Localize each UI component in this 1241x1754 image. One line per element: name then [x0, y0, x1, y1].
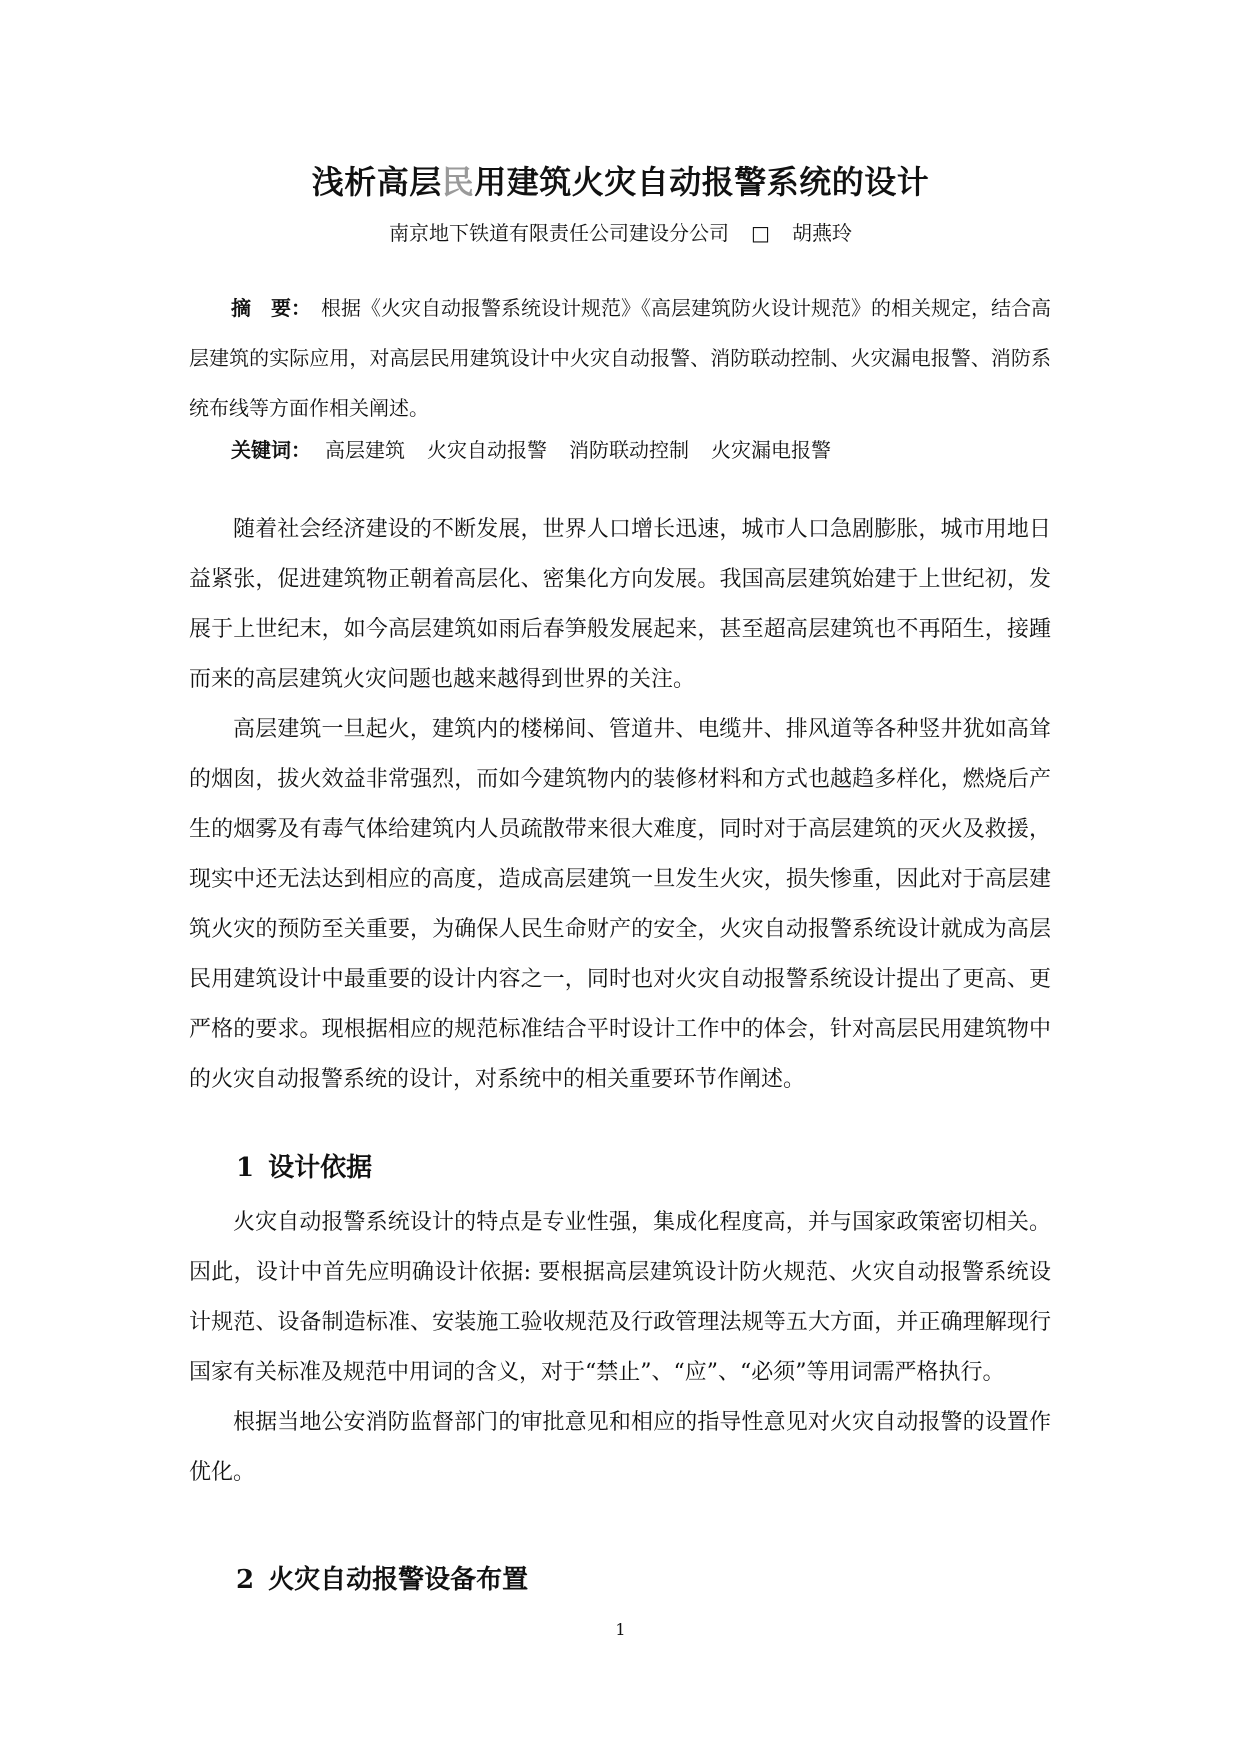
body-paragraph: 高层建筑一旦起火，建筑内的楼梯间、管道井、电缆井、排风道等各种竖井犹如高耸的烟囱，拔火效益非常强烈，而如今建筑物内的装修材料和方式也越趋多样化，燃烧后产生的烟雾及有毒气体给建筑内人员疏散带来很大难度，同时对于高层建筑的灭火及救援，现实中还无法达到相应的高度，造成高层建筑一旦发生火灾，损失惨重，因此对于高层建筑火灾的预防至关重要，为确保人民生命财产的安全，火灾自动报警系统设计就成为高层民用建筑设计中最重要的设计内容之一，同时也对火灾自动报警系统设计提出了更高、更严格的要求。现根据相应的规范标准结合平时设计工作中的体会，针对高层民用建筑物中的火灾自动报警系统的设计，对系统中的相关重要环节作阐述。	[189, 717, 1051, 1092]
author-name: 胡燕玲	[791, 221, 852, 245]
section-heading-1	[236, 1148, 372, 1188]
body-paragraph: 根据当地公安消防监督部门的审批意见和相应的指导性意见对火灾自动报警的设置作优化。	[189, 1410, 1051, 1485]
section-1-body	[189, 1198, 1051, 1498]
title-part-2: 用建筑火灾自动报警系统的设计	[474, 163, 930, 201]
keywords-label: 关键词：	[231, 438, 311, 462]
title-highlight-char: 民	[441, 163, 475, 201]
keyword-item: 消防联动控制	[569, 438, 689, 462]
page-number: 1	[615, 1620, 626, 1639]
abstract-text: 根据《火灾自动报警系统设计规范》《高层建筑防火设计规范》的相关规定，结合高层建筑的实际应用，对高层民用建筑设计中火灾自动报警、消防联动控制、火灾漏电报警、消防系统布线等方面作相关阐述。	[189, 296, 1051, 420]
author-organization: 南京地下铁道有限责任公司建设分公司	[389, 221, 730, 245]
body-paragraph: 火灾自动报警系统设计的特点是专业性强，集成化程度高，并与国家政策密切相关。因此，设计中首先应明确设计依据: 要根据高层建筑设计防火规范、火灾自动报警系统设计规范、设备制造标准、安装施工验收规范及行政管理法规等五大方面，并正确理解现行国家有关标准及规范中用词的含义，对于“禁止”、“应”、“必须”等用词需严格执行。	[189, 1210, 1051, 1385]
author-line	[0, 218, 1241, 248]
keyword-item: 火灾漏电报警	[711, 438, 831, 462]
abstract-label: 摘 要：	[231, 296, 311, 320]
keywords	[189, 432, 1051, 468]
keyword-item: 高层建筑	[325, 438, 405, 462]
body-paragraph: 随着社会经济建设的不断发展，世界人口增长迅速，城市人口急剧膨胀，城市用地日益紧张，促进建筑物正朝着高层化、密集化方向发展。我国高层建筑始建于上世纪初，发展于上世纪末，如今高层建筑如雨后春笋般发展起来，甚至超高层建筑也不再陌生，接踵而来的高层建筑火灾问题也越来越得到世界的关注。	[189, 517, 1051, 692]
author-separator: □	[751, 221, 770, 245]
title-part-1: 浅析高层	[311, 163, 442, 201]
section-title: 设计依据	[268, 1153, 373, 1183]
section-number: 2	[236, 1565, 255, 1595]
abstract	[189, 283, 1051, 433]
keyword-item: 火灾自动报警	[427, 438, 547, 462]
section-number: 1	[236, 1153, 255, 1183]
intro-body	[189, 505, 1051, 1105]
section-heading-2	[236, 1560, 528, 1600]
section-title: 火灾自动报警设备布置	[268, 1565, 529, 1595]
paper-title	[0, 160, 1241, 204]
